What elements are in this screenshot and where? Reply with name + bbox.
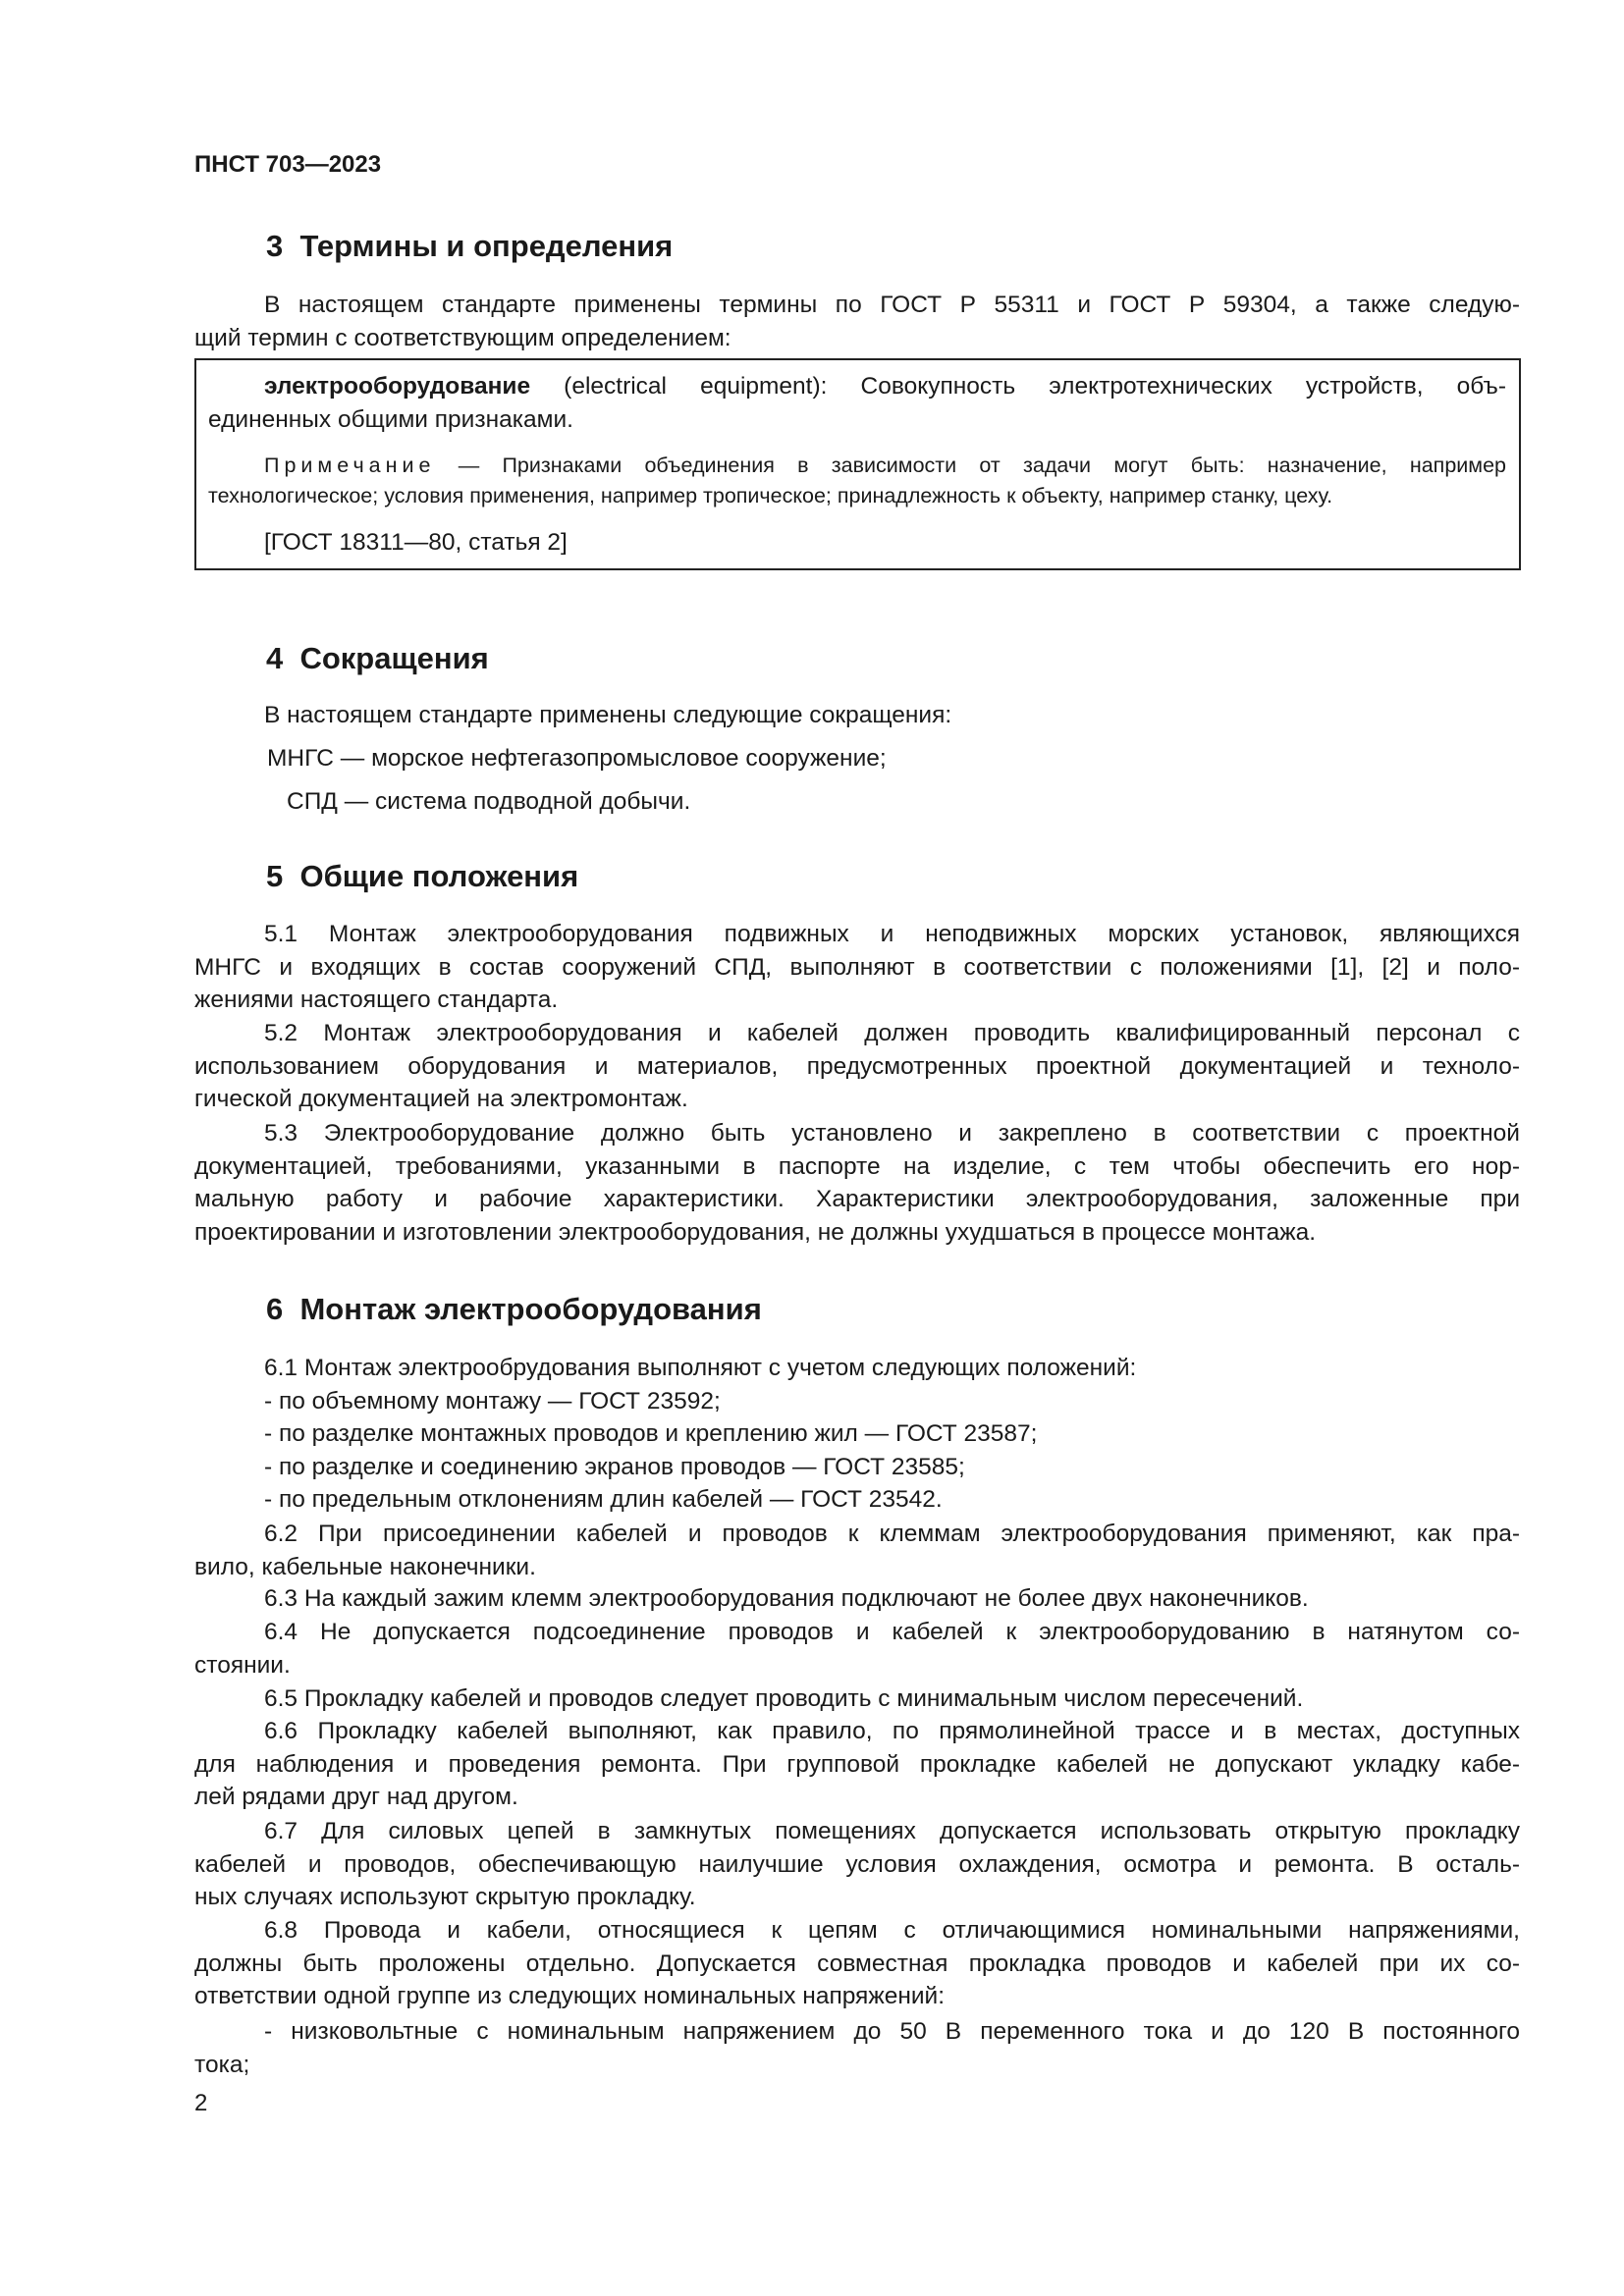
text-line: должны быть проложены отдельно. Допускается совместная прокладка проводов и кабелей при их со- [194,1949,1520,1977]
text-line: гической документацией на электромонтаж. [194,1086,688,1113]
text-line: единенных общими признаками. [208,405,573,433]
text-line: - по предельным отклонениям длин кабелей — ГОСТ 23542. [264,1486,943,1513]
term-source [264,526,1590,560]
section-4-heading: 4 Сокращения [266,641,489,675]
section-4-intro [264,699,1590,732]
paragraph [194,1117,1520,1249]
text-line: 6.5 Прокладку кабелей и проводов следует проводить с минимальным числом пересечений. [264,1685,1304,1712]
paragraph [194,918,1520,1017]
text-line: проектировании и изготовлении электрооборудования, не должны ухудшаться в процессе монтажа. [194,1218,1317,1246]
text-line: МНГС — морское нефтегазопромысловое сооружение; [267,745,887,772]
paragraph [194,1715,1520,1814]
paragraph [194,1352,1520,1385]
text-line: ных случаях используют скрытую прокладку. [194,1884,696,1911]
abbreviation-item [267,742,1593,775]
text-line: - по разделке и соединению экранов проводов — ГОСТ 23585; [264,1454,965,1480]
text-line: 6.8 Провода и кабели, относящиеся к цепям с отличающимися номинальными напряжениями, [264,1917,1520,1944]
text-line: жениями настоящего стандарта. [194,987,559,1014]
text-line: В настоящем стандарте применены следующие сокращения: [264,702,952,728]
term-note [208,451,1506,511]
text-line: - по объемному монтажу — ГОСТ 23592; [264,1388,721,1415]
text-line: использованием оборудования и материалов, предусмотренных проектной документацией и техноло- [194,1052,1520,1080]
text-line: 5.2 Монтаж электрооборудования и кабелей должен проводить квалифицированный персонал с [264,1020,1520,1046]
document-id: ПНСТ 703—2023 [194,151,382,178]
text-line: 6.3 На каждый зажим клемм электрооборудования подключают не более двух наконечников. [264,1585,1309,1612]
note-text: — Признаками объединения в зависимости от задачи могут быть: назначение, например [435,454,1506,477]
paragraph [194,1682,1520,1716]
term-definition [208,370,1506,436]
paragraph [194,1483,1520,1517]
text-line: [ГОСТ 18311—80, статья 2] [264,529,568,556]
paragraph [194,1451,1520,1484]
paragraph [194,1017,1520,1116]
abbreviation-item [287,785,1612,819]
paragraph [194,1385,1520,1418]
text-line: 6.4 Не допускается подсоединение проводов и кабелей к электрооборудованию в натянутом со- [264,1619,1520,1645]
text-line: стоянии. [194,1651,291,1679]
text-line: 5.3 Электрооборудование должно быть установлено и закреплено в соответствии с проектной [264,1120,1520,1147]
paragraph [194,2015,1520,2081]
text-line: 6.2 При присоединении кабелей и проводов к клеммам электрооборудования применяют, как пра- [264,1521,1520,1547]
paragraph [194,1582,1520,1616]
text-line: технологическое; условия применения, например тропическое; принадлежность к объекту, например станку, цеху. [208,484,1333,507]
paragraph [194,1518,1520,1583]
paragraph [194,1417,1520,1451]
text-line: ответствии одной группе из следующих номинальных напряжений: [194,1983,946,2010]
text-line: 6.1 Монтаж электрообрудования выполняют с учетом следующих положений: [264,1355,1137,1381]
text-line: 6.6 Прокладку кабелей выполняют, как правило, по прямолинейной трассе и в местах, доступных [264,1718,1520,1744]
section-5-heading: 5 Общие положения [266,859,579,893]
text-line: В настоящем стандарте применены термины по ГОСТ Р 55311 и ГОСТ Р 59304, а также следую- [264,292,1520,318]
text-line: мальную работу и рабочие характеристики. Характеристики электрооборудования, заложенные при [194,1186,1520,1213]
note-label: Примечание [264,454,436,477]
term: электрооборудование [264,373,531,400]
text-line [208,451,1506,481]
text-line: вило, кабельные наконечники. [194,1553,536,1580]
section-3-intro [194,289,1520,354]
paragraph [194,1815,1520,1914]
text-line: тока; [194,2051,250,2078]
text-line: кабелей и проводов, обеспечивающую наилучшие условия охлаждения, осмотра и ремонта. В осталь- [194,1850,1520,1878]
text-line: щий термин с соответствующим определением: [194,324,731,351]
text-line: СПД — система подводной добычи. [287,788,691,815]
text-line: 5.1 Монтаж электрооборудования подвижных и неподвижных морских установок, являющихся [264,921,1520,947]
text-line: МНГС и входящих в состав сооружений СПД, выполняют в соответствии с положениями [1], [2] и поло- [194,953,1520,981]
text-line: - низковольтные с номинальным напряжением до 50 В переменного тока и до 120 В постоянного [264,2018,1520,2045]
text-line: для наблюдения и проведения ремонта. При групповой прокладке кабелей не допускают укладку кабе- [194,1750,1520,1778]
text-line: документацией, требованиями, указанными в паспорте на изделие, с тем чтобы обеспечить его нор- [194,1152,1520,1180]
section-6-heading: 6 Монтаж электрооборудования [266,1292,762,1326]
term-definition-text: (electrical equipment): Совокупность электротехнических устройств, объ- [530,373,1506,400]
text-line: - по разделке монтажных проводов и креплению жил — ГОСТ 23587; [264,1420,1038,1447]
text-line [208,370,1506,403]
page-number: 2 [194,2090,208,2116]
paragraph [194,1914,1520,2013]
paragraph [194,1616,1520,1682]
text-line: 6.7 Для силовых цепей в замкнутых помещениях допускается использовать открытую прокладку [264,1818,1520,1844]
section-3-heading: 3 Термины и определения [266,229,674,263]
text-line: лей рядами друг над другом. [194,1784,518,1811]
